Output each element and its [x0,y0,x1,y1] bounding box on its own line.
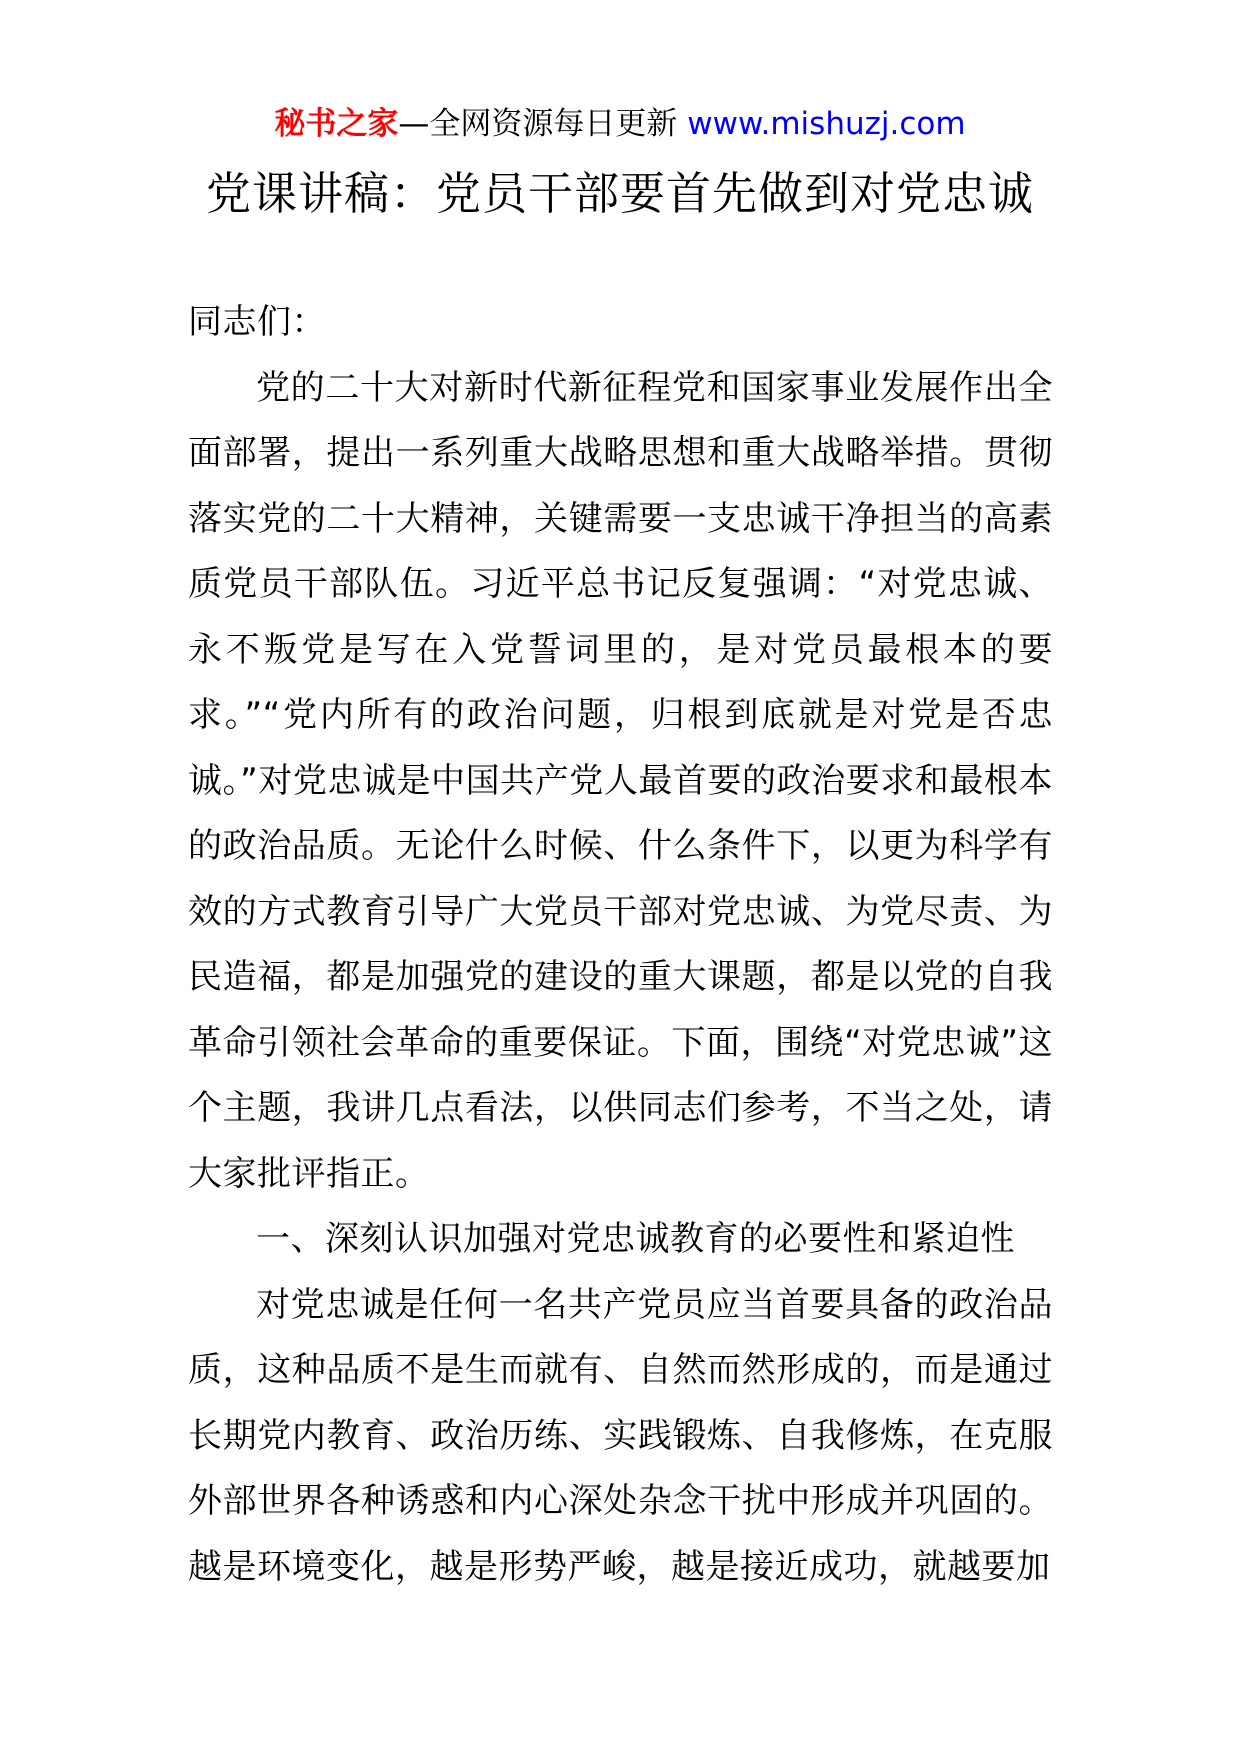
section-heading: 一、深刻认识加强对党忠诚教育的必要性和紧迫性 [256,1219,1015,1259]
body-paragraph: 党的二十大对新时代新征程党和国家事业发展作出全面部署，提出一系列重大战略思想和重大战略举措。贯彻落实党的二十大精神，关键需要一支忠诚干净担当的高素质党员干部队伍。习近平总书记反复强调：“对党忠诚、永不叛党是写在入党誓词里的，是对党员最根本的要求。”“党内所有的政治问题，归根到底就是对党是否忠诚。”对党忠诚是中国共产党人最首要的政治要求和最根本的政治品质。无论什么时候、什么条件下，以更为科学有效的方式教育引导广大党员干部对党忠诚、为党尽责、为民造福，都是加强党的建设的重大课题，都是以党的自我革命引领社会革命的重要保证。下面，围绕“对党忠诚”这个主题，我讲几点看法，以供同志们参考，不当之处，请大家批评指正。 [188,367,1053,1194]
site-slogan: —全网资源每日更新 [398,106,678,142]
document-body [188,290,1053,1600]
salutation: 同志们： [188,302,326,342]
site-name: 秘书之家 [274,106,399,142]
document-title: 党课讲稿：党员干部要首先做到对党忠诚 [205,167,1034,220]
section-paragraph: 对党忠诚是任何一名共产党员应当首要具备的政治品质，这种品质不是生而就有、自然而然形成的，而是通过长期党内教育、政治历练、实践锻炼、自我修炼，在克服外部世界各种诱惑和内心深处杂念干扰中形成并巩固的。越是环境变化，越是形势严峻，越是接近成功，就越要加 [188,1284,1053,1587]
site-header [0,102,1240,146]
site-url-link[interactable]: www.mishuzj.com [687,106,966,142]
